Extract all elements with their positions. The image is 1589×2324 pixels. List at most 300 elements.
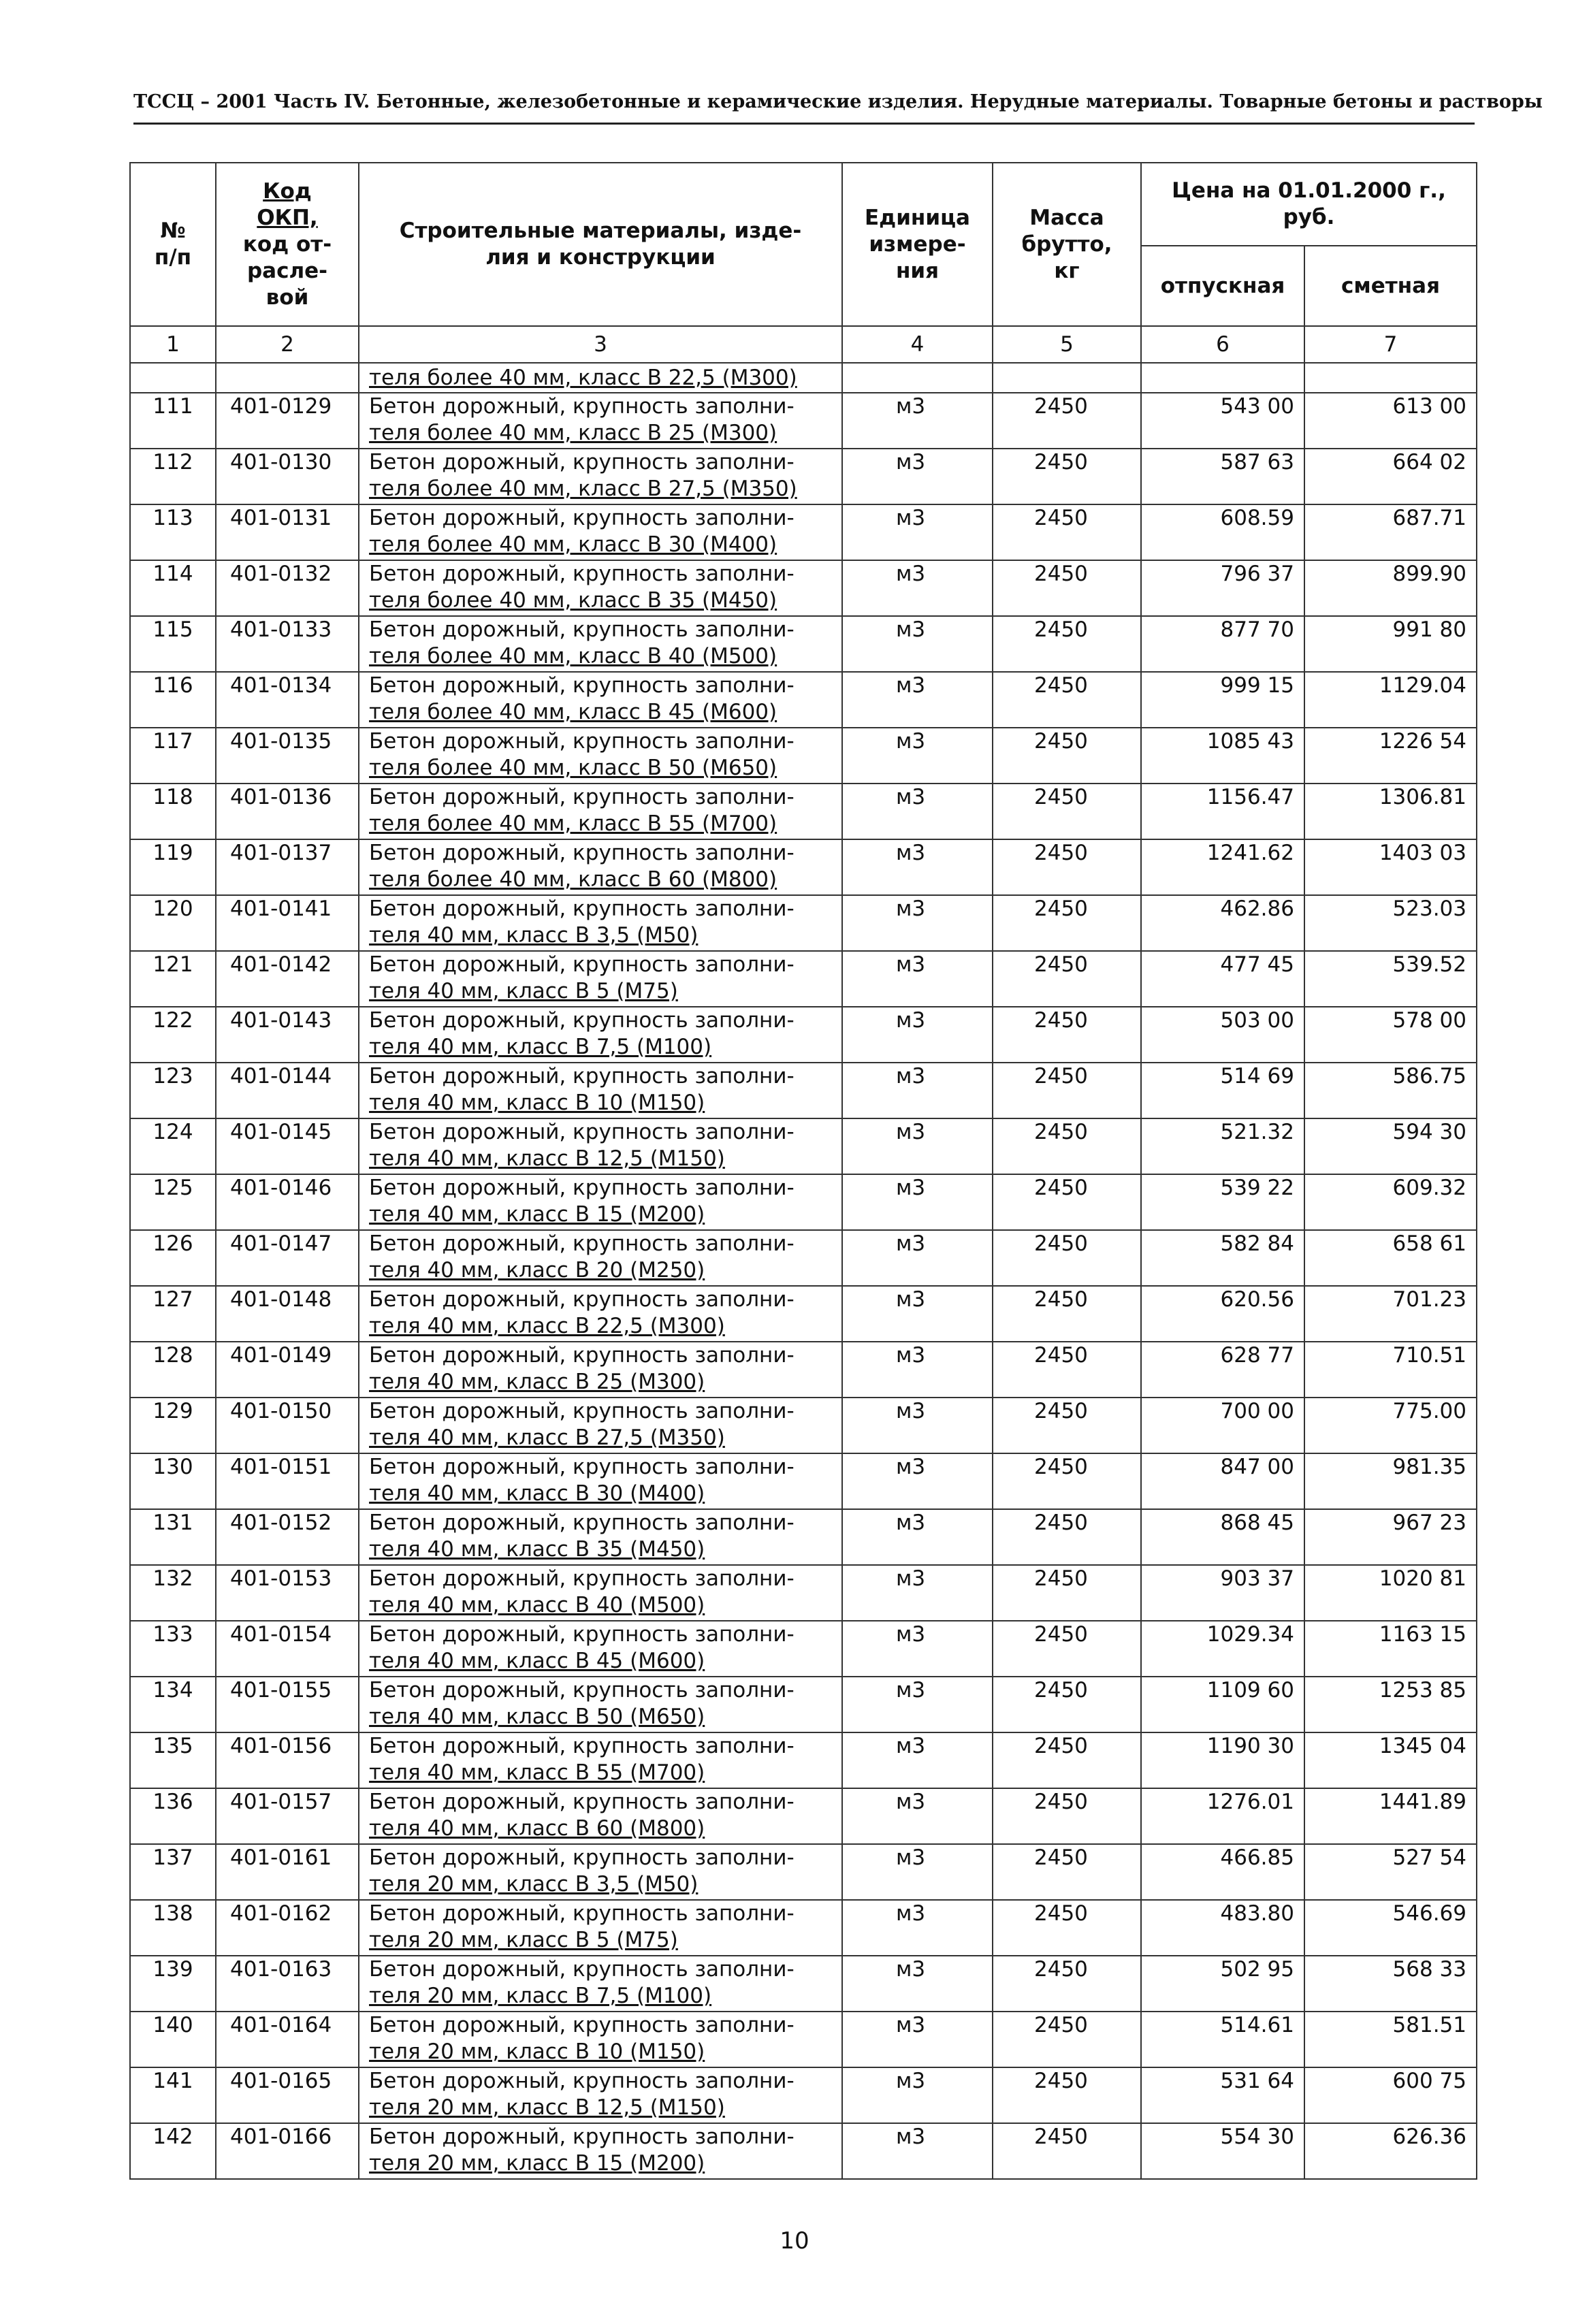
row-mass: 2450 — [993, 1118, 1141, 1174]
row-description-line2: теля более 40 мм, класс В 55 (М700) — [369, 811, 777, 836]
table-row — [130, 393, 1477, 449]
row-unit: м3 — [842, 1900, 993, 1956]
row-description — [359, 728, 842, 784]
row-mass: 2450 — [993, 1732, 1141, 1788]
row-price-release: 1029.34 — [1141, 1621, 1304, 1677]
row-okp-code: 401-0151 — [216, 1453, 359, 1509]
row-description-line2: теля более 40 мм, класс В 50 (М650) — [369, 756, 777, 780]
column-number: 5 — [993, 326, 1141, 363]
row-number: 134 — [130, 1677, 216, 1732]
row-description-line1: Бетон дорожный, крупность заполни- — [369, 1064, 794, 1088]
row-description — [359, 1230, 842, 1286]
row-unit: м3 — [842, 393, 993, 449]
row-price-estimate: 1020 81 — [1304, 1565, 1477, 1621]
row-description-line2: теля 20 мм, класс В 10 (М150) — [369, 2039, 705, 2064]
row-price-release: 462.86 — [1141, 895, 1304, 951]
row-okp-code: 401-0147 — [216, 1230, 359, 1286]
row-description-line2: теля 40 мм, класс В 12,5 (М150) — [369, 1146, 725, 1171]
header-mass-line3: кг — [1054, 258, 1080, 283]
row-unit: м3 — [842, 2123, 993, 2179]
row-description-line2: теля 40 мм, класс В 22,5 (М300) — [369, 1314, 725, 1338]
row-mass: 2450 — [993, 784, 1141, 839]
row-price-release: 796 37 — [1141, 560, 1304, 616]
row-unit: м3 — [842, 1956, 993, 2012]
row-okp-code: 401-0150 — [216, 1398, 359, 1453]
row-price-estimate: 1253 85 — [1304, 1677, 1477, 1732]
table-row — [130, 1118, 1477, 1174]
row-price-estimate: 710.51 — [1304, 1342, 1477, 1398]
row-price-estimate: 775.00 — [1304, 1398, 1477, 1453]
table-row — [130, 951, 1477, 1007]
row-okp-code: 401-0132 — [216, 560, 359, 616]
row-description — [359, 1788, 842, 1844]
row-price-release: 582 84 — [1141, 1230, 1304, 1286]
row-mass: 2450 — [993, 1174, 1141, 1230]
row-description — [359, 2067, 842, 2123]
table-row — [130, 560, 1477, 616]
table-row — [130, 672, 1477, 728]
row-description-line1: Бетон дорожный, крупность заполни- — [369, 1008, 794, 1033]
row-number: 133 — [130, 1621, 216, 1677]
row-price-estimate: 568 33 — [1304, 1956, 1477, 2012]
page-number: 10 — [780, 2227, 809, 2255]
row-number: 123 — [130, 1063, 216, 1118]
row-price-release: 877 70 — [1141, 616, 1304, 672]
row-description-line2: теля 40 мм, класс В 20 (М250) — [369, 1258, 705, 1282]
row-price-release: 903 37 — [1141, 1565, 1304, 1621]
row-unit: м3 — [842, 616, 993, 672]
row-unit: м3 — [842, 1509, 993, 1565]
row-unit: м3 — [842, 504, 993, 560]
header-unit-line1: Единица — [865, 205, 970, 230]
row-price-estimate: 664 02 — [1304, 449, 1477, 504]
row-description — [359, 951, 842, 1007]
row-price-estimate: 701.23 — [1304, 1286, 1477, 1342]
row-number: 129 — [130, 1398, 216, 1453]
row-description-line2: теля 40 мм, класс В 55 (М700) — [369, 1760, 705, 1785]
row-mass: 2450 — [993, 1621, 1141, 1677]
row-price-estimate: 613 00 — [1304, 393, 1477, 449]
row-price-estimate: 1345 04 — [1304, 1732, 1477, 1788]
row-unit: м3 — [842, 2067, 993, 2123]
row-mass: 2450 — [993, 1844, 1141, 1900]
row-price-release: 531 64 — [1141, 2067, 1304, 2123]
row-unit: м3 — [842, 449, 993, 504]
price-table — [129, 162, 1477, 2180]
row-okp-code: 401-0166 — [216, 2123, 359, 2179]
row-description — [359, 1453, 842, 1509]
table-row — [130, 504, 1477, 560]
row-price-release: 608.59 — [1141, 504, 1304, 560]
row-price-estimate: 967 23 — [1304, 1509, 1477, 1565]
row-number: 121 — [130, 951, 216, 1007]
column-numbers-row — [130, 326, 1477, 363]
row-description-line2: теля более 40 мм, класс В 60 (М800) — [369, 867, 777, 892]
table-row — [130, 1453, 1477, 1509]
row-okp-code: 401-0133 — [216, 616, 359, 672]
row-unit: м3 — [842, 1732, 993, 1788]
row-price-release: 587 63 — [1141, 449, 1304, 504]
row-description-line1: Бетон дорожный, крупность заполни- — [369, 729, 794, 754]
row-description-line2: теля 40 мм, класс В 40 (М500) — [369, 1593, 705, 1617]
header-okp-line2: ОКП, — [257, 205, 318, 230]
row-okp-code: 401-0156 — [216, 1732, 359, 1788]
row-description — [359, 1621, 842, 1677]
row-description-line2: теля 40 мм, класс В 7,5 (М100) — [369, 1035, 712, 1059]
row-unit: м3 — [842, 839, 993, 895]
row-description-line1: Бетон дорожный, крупность заполни- — [369, 1231, 794, 1256]
row-mass: 2450 — [993, 1677, 1141, 1732]
row-description-line2: теля 20 мм, класс В 7,5 (М100) — [369, 1984, 712, 2008]
row-description — [359, 1509, 842, 1565]
row-price-release: 503 00 — [1141, 1007, 1304, 1063]
row-description — [359, 1844, 842, 1900]
row-price-release: 1085 43 — [1141, 728, 1304, 784]
header-okp-line4: расле- — [246, 258, 328, 283]
row-unit: м3 — [842, 560, 993, 616]
header-mass-line1: Масса — [1029, 205, 1104, 230]
row-price-estimate: 594 30 — [1304, 1118, 1477, 1174]
header-materials-line1: Строительные материалы, изде- — [399, 219, 802, 243]
row-description — [359, 2012, 842, 2067]
row-description — [359, 1286, 842, 1342]
row-unit: м3 — [842, 1063, 993, 1118]
row-okp-code: 401-0155 — [216, 1677, 359, 1732]
header-price-line1: Цена на 01.01.2000 г., — [1172, 178, 1446, 203]
row-unit: м3 — [842, 1286, 993, 1342]
header-unit-line2: измере- — [869, 231, 966, 257]
row-number: 128 — [130, 1342, 216, 1398]
column-number: 4 — [842, 326, 993, 363]
table-row — [130, 1844, 1477, 1900]
row-description — [359, 504, 842, 560]
table-row — [130, 2123, 1477, 2179]
row-unit: м3 — [842, 1565, 993, 1621]
row-price-release: 620.56 — [1141, 1286, 1304, 1342]
table-row — [130, 2067, 1477, 2123]
row-mass: 2450 — [993, 1453, 1141, 1509]
row-price-estimate: 539.52 — [1304, 951, 1477, 1007]
table-row — [130, 616, 1477, 672]
row-description-line2: теля более 40 мм, класс В 40 (М500) — [369, 644, 777, 668]
row-description-line2: теля 40 мм, класс В 25 (М300) — [369, 1370, 705, 1394]
row-description-line2: теля более 40 мм, класс В 30 (М400) — [369, 532, 777, 557]
row-description-line1: Бетон дорожный, крупность заполни- — [369, 1734, 794, 1758]
row-okp-code: 401-0148 — [216, 1286, 359, 1342]
row-price-estimate: 1129.04 — [1304, 672, 1477, 728]
header-num-line2: п/п — [154, 245, 192, 270]
table-row — [130, 1677, 1477, 1732]
table-header — [130, 163, 1477, 393]
row-mass: 2450 — [993, 1230, 1141, 1286]
row-description-line1: Бетон дорожный, крупность заполни- — [369, 841, 794, 865]
row-price-release: 1241.62 — [1141, 839, 1304, 895]
row-mass: 2450 — [993, 1900, 1141, 1956]
row-description-line2: теля 40 мм, класс В 30 (М400) — [369, 1481, 705, 1506]
row-number: 124 — [130, 1118, 216, 1174]
header-materials-line2: лия и конструкции — [485, 245, 716, 270]
row-unit: м3 — [842, 1230, 993, 1286]
row-description — [359, 1398, 842, 1453]
row-mass: 2450 — [993, 895, 1141, 951]
header-num — [130, 163, 216, 326]
row-price-estimate: 586.75 — [1304, 1063, 1477, 1118]
row-price-release: 483.80 — [1141, 1900, 1304, 1956]
column-number: 7 — [1304, 326, 1477, 363]
row-description-line2: теля 40 мм, класс В 15 (М200) — [369, 1202, 705, 1227]
table-row — [130, 1286, 1477, 1342]
row-description-line2: теля 20 мм, класс В 15 (М200) — [369, 2151, 705, 2176]
row-okp-code: 401-0137 — [216, 839, 359, 895]
row-mass: 2450 — [993, 2123, 1141, 2179]
header-price-release: отпускная — [1141, 246, 1304, 326]
row-number: 135 — [130, 1732, 216, 1788]
table-row — [130, 1900, 1477, 1956]
row-unit: м3 — [842, 784, 993, 839]
row-description-line1: Бетон дорожный, крупность заполни- — [369, 1511, 794, 1535]
row-description-line1: Бетон дорожный, крупность заполни- — [369, 2069, 794, 2093]
row-price-release: 554 30 — [1141, 2123, 1304, 2179]
row-description — [359, 1732, 842, 1788]
row-okp-code: 401-0153 — [216, 1565, 359, 1621]
row-mass: 2450 — [993, 1286, 1141, 1342]
row-unit: м3 — [842, 1844, 993, 1900]
row-unit: м3 — [842, 1342, 993, 1398]
row-okp-code: 401-0162 — [216, 1900, 359, 1956]
row-mass: 2450 — [993, 1565, 1141, 1621]
header-okp — [216, 163, 359, 326]
row-price-release: 700 00 — [1141, 1398, 1304, 1453]
row-description-line1: Бетон дорожный, крупность заполни- — [369, 2013, 794, 2037]
row-number: 125 — [130, 1174, 216, 1230]
table-row — [130, 2012, 1477, 2067]
row-mass: 2450 — [993, 672, 1141, 728]
row-mass: 2450 — [993, 1956, 1141, 2012]
header-num-line1: № — [160, 219, 186, 243]
row-description-line2: теля более 40 мм, класс В 27,5 (М350) — [369, 477, 797, 501]
row-description-line1: Бетон дорожный, крупность заполни- — [369, 1120, 794, 1144]
row-number: 131 — [130, 1509, 216, 1565]
row-okp-code: 401-0143 — [216, 1007, 359, 1063]
row-description-line1: Бетон дорожный, крупность заполни- — [369, 1566, 794, 1591]
row-okp-code: 401-0134 — [216, 672, 359, 728]
row-description-line1: Бетон дорожный, крупность заполни- — [369, 394, 794, 419]
row-unit: м3 — [842, 672, 993, 728]
row-price-estimate: 991 80 — [1304, 616, 1477, 672]
row-description — [359, 1174, 842, 1230]
row-okp-code: 401-0163 — [216, 1956, 359, 2012]
column-number: 3 — [359, 326, 842, 363]
row-number: 140 — [130, 2012, 216, 2067]
row-unit: м3 — [842, 2012, 993, 2067]
row-description — [359, 1342, 842, 1398]
row-okp-code: 401-0164 — [216, 2012, 359, 2067]
row-description — [359, 2123, 842, 2179]
row-okp-code: 401-0130 — [216, 449, 359, 504]
row-price-release: 543 00 — [1141, 393, 1304, 449]
row-unit: м3 — [842, 1621, 993, 1677]
header-okp-line1: Код — [263, 178, 312, 204]
row-price-estimate: 1306.81 — [1304, 784, 1477, 839]
row-okp-code: 401-0136 — [216, 784, 359, 839]
row-price-release: 1190 30 — [1141, 1732, 1304, 1788]
row-description — [359, 1677, 842, 1732]
table-row — [130, 1621, 1477, 1677]
row-description-line2: теля 40 мм, класс В 35 (М450) — [369, 1537, 705, 1562]
row-price-estimate: 1163 15 — [1304, 1621, 1477, 1677]
row-mass: 2450 — [993, 1342, 1141, 1398]
row-price-estimate: 1226 54 — [1304, 728, 1477, 784]
row-okp-code: 401-0145 — [216, 1118, 359, 1174]
row-description-line2: теля 20 мм, класс В 12,5 (М150) — [369, 2095, 725, 2120]
row-description-line1: Бетон дорожный, крупность заполни- — [369, 952, 794, 977]
table-row — [130, 1565, 1477, 1621]
header-unit — [842, 163, 993, 326]
row-okp-code: 401-0165 — [216, 2067, 359, 2123]
header-price-line2: руб. — [1283, 205, 1335, 229]
row-mass: 2450 — [993, 393, 1141, 449]
row-mass: 2450 — [993, 1398, 1141, 1453]
row-number: 139 — [130, 1956, 216, 2012]
row-description — [359, 784, 842, 839]
header-unit-line3: ния — [895, 258, 940, 283]
row-mass: 2450 — [993, 839, 1141, 895]
row-mass: 2450 — [993, 1509, 1141, 1565]
row-price-release: 477 45 — [1141, 951, 1304, 1007]
row-description — [359, 1118, 842, 1174]
row-number: 112 — [130, 449, 216, 504]
row-okp-code: 401-0141 — [216, 895, 359, 951]
row-unit: м3 — [842, 728, 993, 784]
row-description-line2: теля 40 мм, класс В 60 (М800) — [369, 1816, 705, 1841]
row-description-line2: теля более 40 мм, класс В 35 (М450) — [369, 588, 777, 613]
row-mass: 2450 — [993, 1007, 1141, 1063]
row-unit: м3 — [842, 1118, 993, 1174]
column-number: 6 — [1141, 326, 1304, 363]
row-mass: 2450 — [993, 1063, 1141, 1118]
row-description-line1: Бетон дорожный, крупность заполни- — [369, 506, 794, 530]
row-number: 116 — [130, 672, 216, 728]
table-row — [130, 895, 1477, 951]
row-mass: 2450 — [993, 2067, 1141, 2123]
row-price-estimate: 578 00 — [1304, 1007, 1477, 1063]
row-price-estimate: 687.71 — [1304, 504, 1477, 560]
row-okp-code: 401-0144 — [216, 1063, 359, 1118]
table-row — [130, 784, 1477, 839]
row-unit: м3 — [842, 1007, 993, 1063]
row-description — [359, 1565, 842, 1621]
row-description-line1: Бетон дорожный, крупность заполни- — [369, 673, 794, 698]
row-description-line1: Бетон дорожный, крупность заполни- — [369, 1845, 794, 1870]
row-price-estimate: 981.35 — [1304, 1453, 1477, 1509]
row-mass: 2450 — [993, 951, 1141, 1007]
row-mass: 2450 — [993, 728, 1141, 784]
header-okp-line3: код от- — [242, 231, 332, 257]
row-unit: м3 — [842, 1788, 993, 1844]
row-number: 132 — [130, 1565, 216, 1621]
running-header: ТССЦ – 2001 Часть IV. Бетонные, железобетонные и керамические изделия. Нерудные материалы. Товарные бетоны и растворы — [133, 91, 1543, 112]
row-price-release: 628 77 — [1141, 1342, 1304, 1398]
table-row — [130, 1230, 1477, 1286]
row-price-estimate: 1403 03 — [1304, 839, 1477, 895]
row-description-line1: Бетон дорожный, крупность заполни- — [369, 2125, 794, 2149]
row-mass: 2450 — [993, 616, 1141, 672]
row-number: 111 — [130, 393, 216, 449]
row-number: 127 — [130, 1286, 216, 1342]
table-row — [130, 1063, 1477, 1118]
row-unit: м3 — [842, 1453, 993, 1509]
row-number: 113 — [130, 504, 216, 560]
table-row — [130, 1007, 1477, 1063]
row-number: 118 — [130, 784, 216, 839]
row-price-release: 521.32 — [1141, 1118, 1304, 1174]
table-row — [130, 1788, 1477, 1844]
table-row — [130, 1174, 1477, 1230]
table-row — [130, 1398, 1477, 1453]
row-description — [359, 1956, 842, 2012]
row-price-release: 868 45 — [1141, 1509, 1304, 1565]
row-price-release: 539 22 — [1141, 1174, 1304, 1230]
row-okp-code: 401-0154 — [216, 1621, 359, 1677]
row-number: 141 — [130, 2067, 216, 2123]
row-description — [359, 449, 842, 504]
row-number: 138 — [130, 1900, 216, 1956]
header-materials — [359, 163, 842, 326]
row-description-line1: Бетон дорожный, крупность заполни- — [369, 1455, 794, 1479]
row-okp-code: 401-0149 — [216, 1342, 359, 1398]
row-description-line1: Бетон дорожный, крупность заполни- — [369, 450, 794, 474]
row-description — [359, 672, 842, 728]
row-description-line1: Бетон дорожный, крупность заполни- — [369, 1790, 794, 1814]
carry-over-row — [130, 363, 1477, 393]
table-body — [130, 393, 1477, 2179]
row-unit: м3 — [842, 1398, 993, 1453]
row-description-line1: Бетон дорожный, крупность заполни- — [369, 1901, 794, 1926]
row-description-line1: Бетон дорожный, крупность заполни- — [369, 617, 794, 642]
row-price-estimate: 609.32 — [1304, 1174, 1477, 1230]
row-price-estimate: 527 54 — [1304, 1844, 1477, 1900]
row-price-estimate: 626.36 — [1304, 2123, 1477, 2179]
row-number: 119 — [130, 839, 216, 895]
row-description-line1: Бетон дорожный, крупность заполни- — [369, 1622, 794, 1647]
row-description — [359, 839, 842, 895]
table-row — [130, 728, 1477, 784]
row-number: 115 — [130, 616, 216, 672]
row-okp-code: 401-0157 — [216, 1788, 359, 1844]
column-number: 1 — [130, 326, 216, 363]
row-mass: 2450 — [993, 1788, 1141, 1844]
row-okp-code: 401-0131 — [216, 504, 359, 560]
row-price-estimate: 546.69 — [1304, 1900, 1477, 1956]
row-number: 142 — [130, 2123, 216, 2179]
row-description-line1: Бетон дорожный, крупность заполни- — [369, 1176, 794, 1200]
row-number: 126 — [130, 1230, 216, 1286]
header-rule — [133, 123, 1475, 125]
row-number: 130 — [130, 1453, 216, 1509]
row-number: 120 — [130, 895, 216, 951]
carry-over-text: теля более 40 мм, класс В 22,5 (М300) — [369, 365, 797, 390]
row-description-line1: Бетон дорожный, крупность заполни- — [369, 785, 794, 809]
row-unit: м3 — [842, 1677, 993, 1732]
row-price-release: 847 00 — [1141, 1453, 1304, 1509]
row-price-estimate: 1441.89 — [1304, 1788, 1477, 1844]
row-description-line1: Бетон дорожный, крупность заполни- — [369, 1343, 794, 1368]
header-mass-line2: брутто, — [1021, 231, 1112, 257]
row-okp-code: 401-0142 — [216, 951, 359, 1007]
row-okp-code: 401-0135 — [216, 728, 359, 784]
row-description-line2: теля 40 мм, класс В 5 (М75) — [369, 979, 678, 1003]
row-number: 136 — [130, 1788, 216, 1844]
